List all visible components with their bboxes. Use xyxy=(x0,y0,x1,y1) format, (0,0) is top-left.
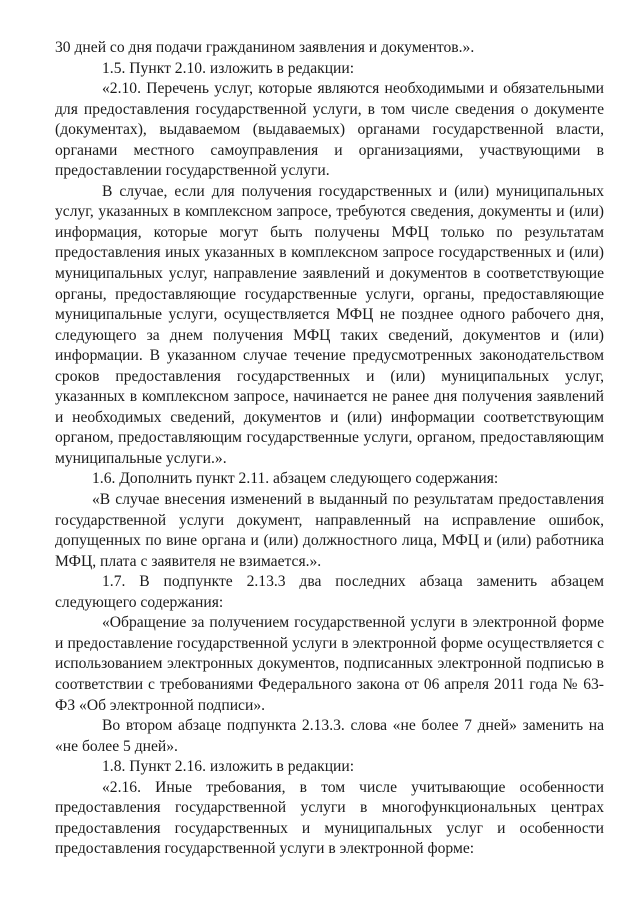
paragraph-item-1-5: 1.5. Пункт 2.10. изложить в редакции: xyxy=(102,59,355,77)
paragraph-2-16-quote: «2.16. Иные требования, в том числе учитывающие особенности предоставления государственной услуги в многофункциональных центрах предоставления государственных и муниципальных услуг и особенности предоставления государственной услуги в электронной форме: xyxy=(55,778,604,858)
paragraph-2-11-addition: «В случае внесения изменений в выданный по результатам предоставления государственной услуги документ, направленный на исправление ошибок, допущенных по вине органа и (или) должностного лица, МФЦ и (или) работника МФЦ, плата с заявителя не взимается.». xyxy=(55,491,604,570)
paragraph-second-abzac: Во втором абзаце подпункта 2.13.3. слова «не более 7 дней» заменить на «не более 5 дней». xyxy=(55,717,604,755)
paragraph-continuation: 30 дней со дня подачи гражданином заявления и документов.». xyxy=(55,39,475,56)
paragraph-item-1-8: 1.8. Пункт 2.16. изложить в редакции: xyxy=(102,758,355,776)
paragraph-2-10-quote: «2.10. Перечень услуг, которые являются необходимыми и обязательными для предоставления государственной услуги, в том числе сведения о документе (документах), выдаваемом (выдаваемых) органами государственной власти, органами местного самоуправления и организациями, участвующими в предоставлении государственной услуги. xyxy=(55,80,604,180)
paragraph-item-1-6: 1.6. Дополнить пункт 2.11. абзацем следующего содержания: xyxy=(92,470,499,488)
paragraph-electronic-form: «Обращение за получением государственной услуги в электронной форме и предоставление государственной услуги в электронной форме осуществляется с использованием электронных документов, подписанных электронной подписью в соответствии с требованиями Федерального закона от 06 апреля 2011 года № 63-ФЗ «Об электронной подписи». xyxy=(55,614,604,714)
paragraph-complex-request: В случае, если для получения государственных и (или) муниципальных услуг, указанных в комплексном запросе, требуются сведения, документы и (или) информация, которые могут быть получены МФЦ только по результатам предоставления иных указанных в комплексном запросе государственных и (или) муниципальных услуг, направление заявлений и документов в соответствующие органы, предоставляющие государственные услуги, органы, предоставляющие муниципальные услуги, осуществляется МФЦ не позднее одного рабочего дня, следующего за днем получения МФЦ таких сведений, документов и (или) информации. В указанном случае течение предусмотренных законодательством сроков предоставления государственных и (или) муниципальных услуг, указанных в комплексном запросе, начинается не ранее дня получения заявлений и необходимых сведений, документов и (или) информации соответствующим органом, предоставляющим государственные услуги, органом, предоставляющим муниципальные услуги.». xyxy=(55,182,604,467)
paragraph-item-1-7: 1.7. В подпункте 2.13.3 два последних абзаца заменить абзацем следующего содержания: xyxy=(55,573,604,611)
